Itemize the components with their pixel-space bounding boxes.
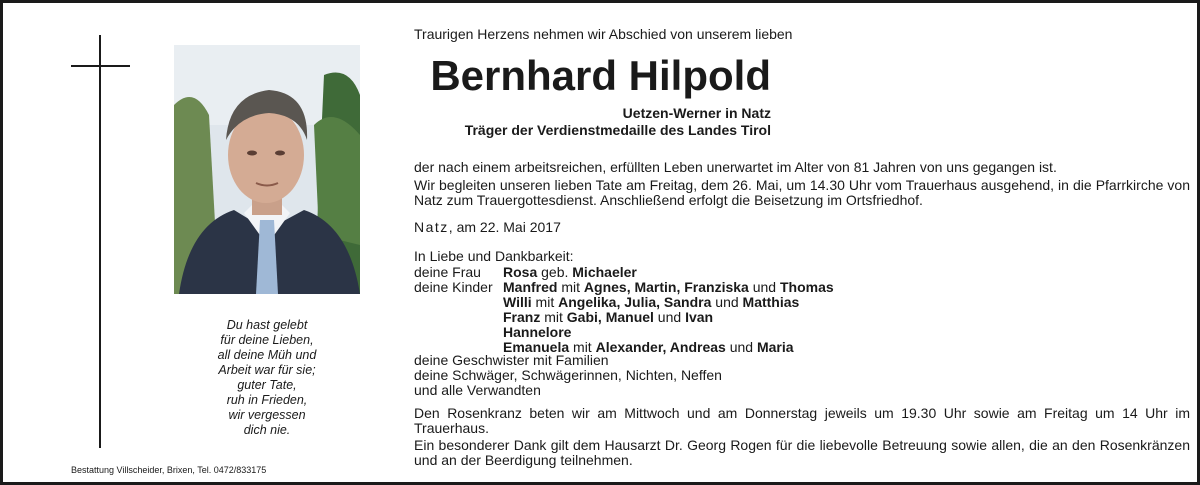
poem-line: Du hast gelebt [226, 318, 308, 332]
mit-text: mit [531, 294, 559, 310]
paragraph-funeral: Wir begleiten unseren lieben Tate am Freitag, dem 26. Mai, um 14.30 Uhr vom Trauerhaus ausgehend, in die Pfarrkirche von Natz zum Trauergottesdienst. Anschließend erfolgt die Beisetzung im Ortsfriedhof. [414, 177, 1190, 208]
child-name: Emanuela [503, 339, 570, 355]
wife-maiden: Michaeler [572, 264, 637, 280]
subtitle-house: Uetzen-Werner in Natz [622, 105, 771, 121]
poem-line: Arbeit war für sie; [218, 363, 316, 377]
poem [174, 318, 360, 438]
child-family-last: Thomas [779, 279, 834, 295]
mourner-relatives: und alle Verwandten [414, 382, 541, 398]
poem-line: wir vergessen [228, 408, 306, 422]
poem-line: ruh in Frieden, [226, 393, 308, 407]
child-family: Agnes, Martin, Franziska [583, 279, 749, 295]
paragraph-life: der nach einem arbeitsreichen, erfüllten Leben unerwartet im Alter von 81 Jahren von uns gegangen ist. [414, 159, 1057, 175]
intro-text: Traurigen Herzens nehmen wir Abschied von unserem lieben [414, 26, 793, 42]
child-family: Alexander, Andreas [595, 339, 726, 355]
wife-name: Rosa [503, 264, 538, 280]
child-name: Willi [503, 294, 532, 310]
child-family-last: Maria [756, 339, 794, 355]
portrait-photo [174, 45, 360, 294]
mourner-child [503, 295, 799, 310]
mourner-wife [414, 265, 637, 280]
und-text: und [653, 309, 686, 325]
child-name: Hannelore [503, 324, 572, 340]
gratitude-heading: In Liebe und Dankbarkeit: [414, 248, 574, 264]
mit-text: mit [557, 279, 584, 295]
subtitle-honor: Träger der Verdienstmedaille des Landes Tirol [464, 122, 771, 138]
place: Natz [414, 219, 449, 235]
child-family-last: Ivan [685, 309, 714, 325]
poem-line: für deine Lieben, [220, 333, 314, 347]
relation-label: deine Kinder [414, 279, 493, 295]
poem-line: dich nie. [243, 423, 291, 437]
und-text: und [725, 339, 757, 355]
mourner-child [414, 280, 834, 295]
mourner-child [503, 310, 713, 325]
date: , am 22. Mai 2017 [448, 219, 561, 235]
mourner-inlaws: deine Schwäger, Schwägerinnen, Nichten, Neffen [414, 367, 722, 383]
place-date [414, 220, 561, 235]
child-name: Franz [503, 309, 541, 325]
paragraph-thanks: Ein besonderer Dank gilt dem Hausarzt Dr. Georg Rogen für die liebevolle Betreuung sowie allen, die an den Rosenkränzen und an der Beerdigung teilnehmen. [414, 437, 1190, 468]
undertaker-credit: Bestattung Villscheider, Brixen, Tel. 0472/833175 [71, 465, 267, 475]
relation-label: deine Frau [414, 264, 481, 280]
mourner-siblings: deine Geschwister mit Familien [414, 352, 609, 368]
und-text: und [711, 294, 743, 310]
child-family-last: Matthias [742, 294, 800, 310]
child-family: Gabi, Manuel [566, 309, 654, 325]
poem-line: all deine Müh und [217, 348, 317, 362]
child-family: Angelika, Julia, Sandra [558, 294, 712, 310]
paragraph-rosary: Den Rosenkranz beten wir am Mittwoch und am Donnerstag jeweils um 19.30 Uhr sowie am Freitag um 14 Uhr im Trauerhaus. [414, 405, 1190, 436]
mit-text: mit [540, 309, 567, 325]
und-text: und [748, 279, 780, 295]
deceased-name: Bernhard Hilpold [430, 52, 771, 99]
cross-icon-bar [71, 65, 130, 67]
geb-text: geb. [537, 264, 573, 280]
child-name: Manfred [503, 279, 558, 295]
cross-icon [99, 35, 101, 448]
mourner-child [503, 325, 571, 340]
poem-line: guter Tate, [237, 378, 297, 392]
mit-text: mit [569, 339, 596, 355]
